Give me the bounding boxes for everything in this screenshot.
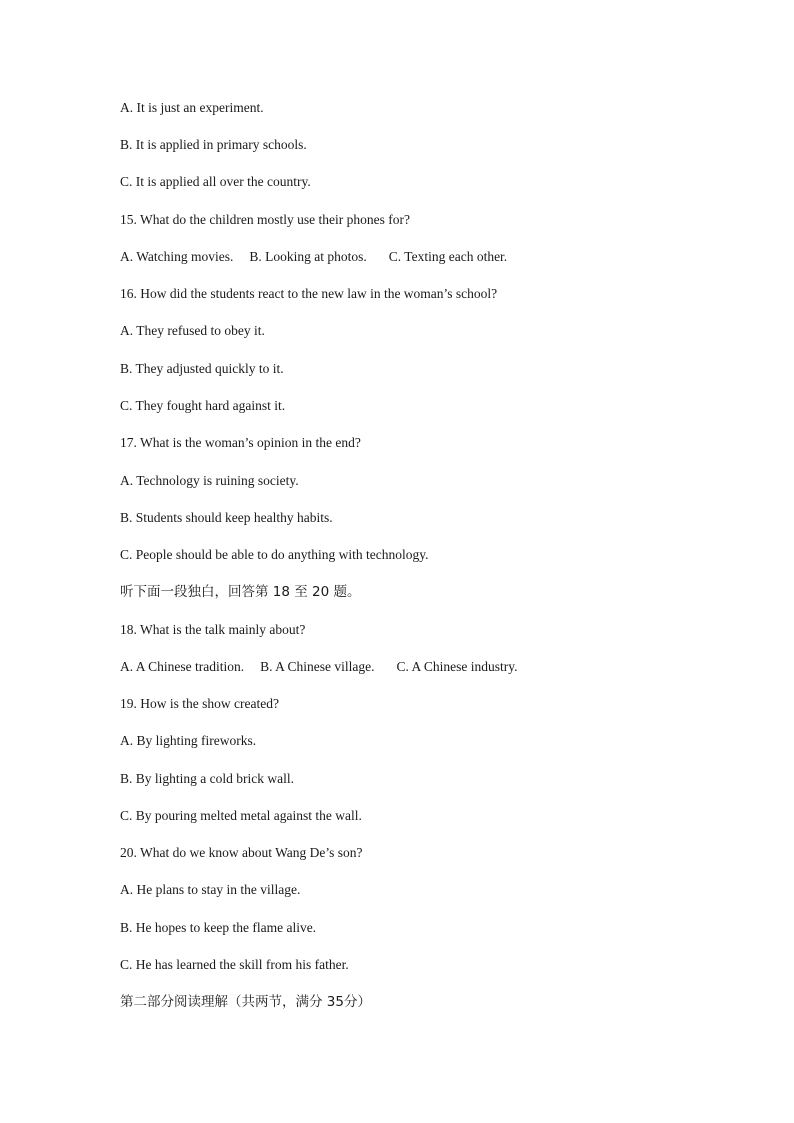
q15-options bbox=[120, 248, 507, 266]
q16-option-c: C. They fought hard against it. bbox=[120, 398, 286, 413]
q14-option-c: C. It is applied all over the country. bbox=[120, 174, 311, 189]
q19-option-b: B. By lighting a cold brick wall. bbox=[120, 771, 294, 786]
q20-question: 20. What do we know about Wang De’s son? bbox=[120, 845, 363, 860]
section-instruction: 听下面一段独白，回答第 18 至 20 题。 bbox=[120, 584, 361, 600]
q18-question: 18. What is the talk mainly about? bbox=[120, 622, 306, 637]
q15-option-b: B. Looking at photos. bbox=[249, 249, 367, 264]
q17-question: 17. What is the woman’s opinion in the end? bbox=[120, 435, 361, 450]
q18-options bbox=[120, 658, 518, 676]
q16-option-a: A. They refused to obey it. bbox=[120, 323, 265, 338]
q15-question: 15. What do the children mostly use their phones for? bbox=[120, 212, 410, 227]
section2-heading: 第二部分阅读理解（共两节，满分 35分） bbox=[120, 994, 371, 1010]
q16-option-b: B. They adjusted quickly to it. bbox=[120, 361, 284, 376]
q18-option-b: B. A Chinese village. bbox=[260, 659, 375, 674]
q17-option-c: C. People should be able to do anything with technology. bbox=[120, 547, 429, 562]
q19-option-a: A. By lighting fireworks. bbox=[120, 733, 257, 748]
q20-option-a: A. He plans to stay in the village. bbox=[120, 882, 301, 897]
q19-question: 19. How is the show created? bbox=[120, 696, 279, 711]
q20-option-b: B. He hopes to keep the flame alive. bbox=[120, 920, 317, 935]
q17-option-b: B. Students should keep healthy habits. bbox=[120, 510, 333, 525]
q17-option-a: A. Technology is ruining society. bbox=[120, 473, 299, 488]
q15-option-a: A. Watching movies. bbox=[120, 249, 234, 264]
q14-option-b: B. It is applied in primary schools. bbox=[120, 137, 307, 152]
q20-option-c: C. He has learned the skill from his father. bbox=[120, 957, 349, 972]
q18-option-a: A. A Chinese tradition. bbox=[120, 659, 245, 674]
q14-option-a: A. It is just an experiment. bbox=[120, 100, 264, 115]
q16-question: 16. How did the students react to the new law in the woman’s school? bbox=[120, 286, 498, 301]
q19-option-c: C. By pouring melted metal against the wall. bbox=[120, 808, 362, 823]
q18-option-c: C. A Chinese industry. bbox=[396, 659, 518, 674]
q15-option-c: C. Texting each other. bbox=[388, 249, 508, 264]
